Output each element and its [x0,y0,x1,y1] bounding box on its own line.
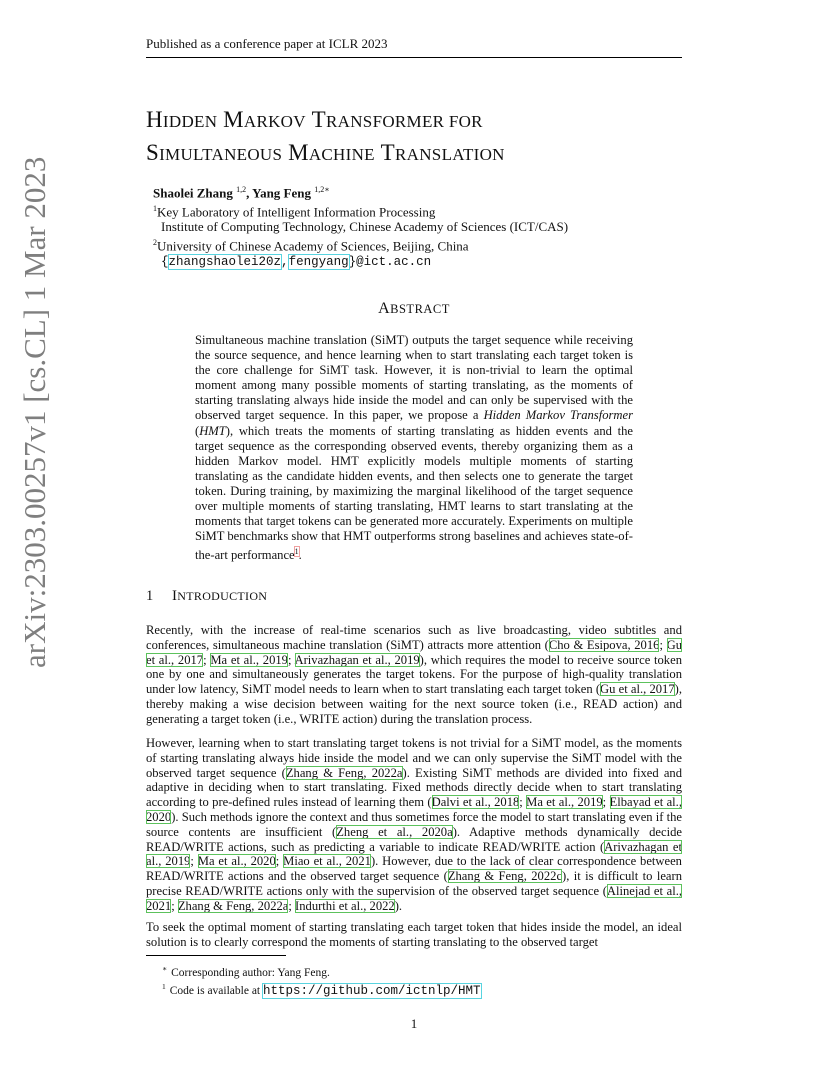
section-heading-introduction: 1 INTRODUCTION [146,588,268,604]
arxiv-stamp[interactable]: arXiv:2303.00257v1 [cs.CL] 1 Mar 2023 [17,156,52,668]
paragraph-text: ; [190,854,198,869]
page-number: 1 [410,1016,418,1031]
affiliation-1: $^1$Key Laboratory of Intelligent Information Processing [153,203,436,219]
paragraph-text: ; [203,652,211,667]
intro-paragraph-2 [146,736,682,914]
code-url-link[interactable]: https://github.com/ictnlp/HMT [263,983,481,998]
intro-paragraph-3: To seek the optimal moment of starting translating each target token that hides inside the model, an ideal solution is to clearly correspond the moments of starting translating to the observed target [146,920,682,949]
citation-link[interactable]: Alinejad et al., 2021 [146,883,682,913]
citation-link[interactable]: Elbayad et al., 2020 [146,795,682,824]
footnote-rule [146,955,286,956]
affiliation-1-line-2: Institute of Computing Technology, Chinese Academy of Sciences (ICT/CAS) [161,219,569,235]
citation-link[interactable]: Miao et al., 2021 [283,854,371,869]
citation-link[interactable]: Indurthi et al., 2022 [295,898,395,913]
paragraph-text: ). However, due to the lack of clear correspondence between READ/WRITE actions and the observed target sequence ( [146,854,682,884]
citation-link[interactable]: Zheng et al., 2020a [336,824,453,839]
paragraph-text: ), thereby making a wise decision between waiting for the next source token (i.e., READ action) and generating a target token (i.e., WRITE action) during the translation process. [146,682,682,726]
paragraph-text: ; [659,637,667,652]
running-header: Published as a conference paper at ICLR 2023 [146,36,682,58]
citation-link[interactable]: Ma et al., 2019 [210,652,288,667]
intro-paragraph-1 [146,623,682,727]
citation-link[interactable]: Zhang & Feng, 2022c [447,869,563,884]
citation-link[interactable]: Arivazhagan et al., 2019 [146,839,682,869]
paper-title [146,104,706,170]
citation-link[interactable]: Arivazhagan et al., 2019 [294,652,420,667]
citation-link[interactable]: Zhang & Feng, 2022a [285,765,403,780]
paragraph-text: ; [171,898,178,913]
paragraph-text: ; [602,795,610,810]
footnotes [146,955,682,998]
paragraph-text: ), which requires the model to receive source token one by one and simultaneously generates the target tokens. For the purpose of high-quality translation under low latency, SiMT model needs to learn when to start translating each target token ( [146,652,682,697]
footnote-corresponding: ∗ Corresponding author: Yang Feng. [162,964,330,979]
email-link-feng[interactable]: fengyang [288,255,349,270]
paragraph-text: ; [275,854,284,869]
abstract-heading: ABSTRACT [378,300,450,317]
citation-link[interactable]: Ma et al., 2019 [526,795,603,810]
paragraph-text: ; [519,795,527,810]
paragraph-text: ). [394,898,403,913]
paragraph-text: ). Adaptive methods dynamically decide READ/WRITE actions, such as predicting a variable to indicate READ/WRITE action ( [146,824,682,854]
paragraph-text: ). Such methods ignore the context and thus sometimes force the model to start translating even if the source contents are insufficient ( [146,809,682,839]
author-names: Shaolei Zhang $^{1,2}$, Yang Feng $^{1,2∗}$ [153,185,330,201]
paragraph-text: However, learning when to start translating target tokens is not trivial for a SiMT model, as the moments of starting translating always hide inside the model and we can only supervise the SiMT model with the observed target sequence ( [146,736,682,780]
citation-link[interactable]: Cho & Esipova, 2016 [548,637,660,652]
affiliation-2: $^2$University of Chinese Academy of Sciences, Beijing, China [153,237,469,253]
citation-link[interactable]: Ma et al., 2020 [197,854,276,869]
paragraph-text: Recently, with the increase of real-time scenarios such as live broadcasting, video subtitles and conferences, simultaneous machine translation (SiMT) attracts more attention ( [146,623,682,652]
abstract-body: Simultaneous machine translation (SiMT) outputs the target sequence while receiving the source sequence, and hence learning when to start translating each target token is the core challenge for SiMT task. However, it is non-trivial to learn the optimal moment among many possible moments of starting translating, as the moments of starting translating always hide inside the model and can only be supervised with the observed target sequence. In this paper, we propose a Hidden Markov Transformer (HMT), which treats the moments of starting translating as hidden events and the target sequence as the corresponding observed events, thereby organizing them as a hidden Markov model. HMT explicitly models multiple moments of starting translating as the candidate hidden events, and then selects one to generate the target token. During training, by maximizing the marginal likelihood of the target sequence over multiple moments of starting translating, HMT learns to start translating at the moments that target tokens can be generated more accurately. Experiments on multiple SiMT benchmarks show that HMT outperforms strong baselines and achieves state-of-the-art performance$^1$. [195,333,633,563]
citation-link[interactable]: Dalvi et al., 2018 [431,795,520,810]
title-line-2: SIMULTANEOUS MACHINE TRANSLATION [146,140,505,165]
paragraph-text: ; [288,898,296,913]
paragraph-text: ; [287,652,295,667]
paragraph-text: ). Existing SiMT methods are divided into fixed and adaptive in deciding when to start translating. Fixed methods directly decide when to start translating according to pre-defined rules instead of learning them ( [146,765,683,810]
citation-link[interactable]: Gu et al., 2017 [146,637,682,667]
email-line: {zhangshaolei20z,fengyang}@ict.ac.cn [161,255,432,270]
citation-link[interactable]: Zhang & Feng, 2022a [177,898,289,913]
citation-link[interactable]: Gu et al., 2017 [600,682,675,697]
author-block [153,182,693,270]
footnote-link-1[interactable]: 1 [294,547,299,557]
title-line-1: HIDDEN MARKOV TRANSFORMER FOR [146,107,483,132]
footnote-code: $^1$ Code is available at https://github.com/ictnlp/HMT [162,981,481,998]
paragraph-text: ), it is difficult to learn precise READ/WRITE actions only with the supervision of the observed target sequence ( [146,869,682,898]
email-link-zhang[interactable]: zhangshaolei20z [168,255,282,270]
